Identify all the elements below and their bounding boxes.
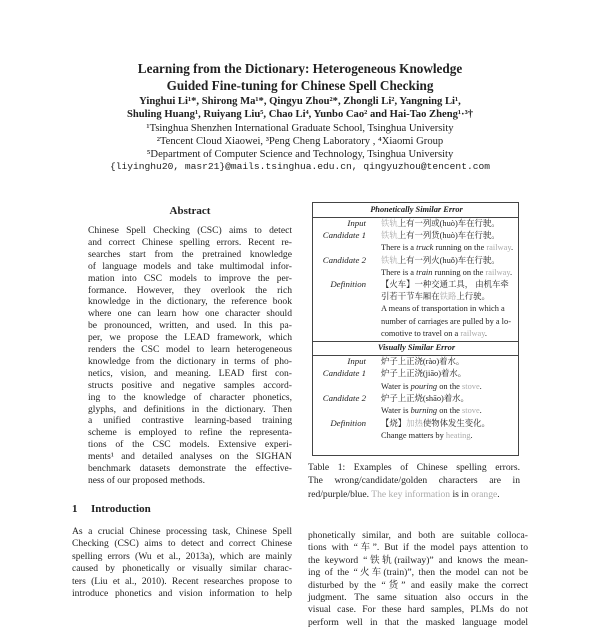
abstract-line: knowledge in the dictionary, the reference book bbox=[88, 296, 292, 308]
abstract-line: mation into CSC models to improve the per- bbox=[88, 272, 292, 284]
abstract-line: glyphs, and definitions in the dictionary. Then bbox=[88, 403, 292, 415]
table-row-label: Input bbox=[347, 356, 366, 366]
table-row-content bbox=[381, 382, 482, 391]
emails: {liyinghu20, masr21}@mails.tsinghua.edu.cn, qingyuzhou@tencent.com bbox=[110, 161, 490, 172]
table-row-content bbox=[381, 256, 500, 265]
table-divider bbox=[313, 341, 518, 342]
table-row-content bbox=[381, 280, 509, 289]
body-line: the keyword “铁轨(railway)” and knows the mean- bbox=[308, 554, 528, 566]
text-segment: . bbox=[497, 488, 500, 500]
table-divider bbox=[313, 355, 518, 356]
abstract-line: ments¹ and detailed analyses on the SIGHAN bbox=[88, 451, 292, 463]
caption-line bbox=[308, 490, 500, 501]
text-segment: burning bbox=[410, 406, 438, 416]
text-segment: stove bbox=[461, 381, 480, 391]
table-row-label: Candidate 1 bbox=[322, 230, 366, 241]
paper-title-line-1: Learning from the Dictionary: Heterogeneous Knowledge bbox=[137, 61, 463, 76]
abstract-line: searches start from the pretrained knowledge bbox=[88, 248, 292, 260]
intro-line: As a crucial Chinese processing task, Chinese Spell bbox=[72, 526, 292, 537]
text-segment: 【火车】一种交通工具， 由机车牵 bbox=[381, 280, 509, 289]
text-segment: 铁轨 bbox=[381, 219, 398, 228]
text-segment: The key information bbox=[371, 488, 451, 500]
text-segment: 上有一列货(huò)车在行驶。 bbox=[397, 231, 500, 241]
text-segment: . bbox=[510, 267, 513, 277]
text-segment: comotive to travel on a bbox=[381, 328, 461, 338]
intro-line: Checking (CSC) aims to detect and correct Chinese bbox=[72, 538, 292, 550]
text-segment: is in bbox=[450, 488, 472, 500]
table-section-phonetic: Phonetically Similar Error bbox=[370, 205, 463, 214]
intro-line: introduce phonetics and vision information to help bbox=[72, 588, 292, 599]
table-row-content bbox=[381, 317, 511, 326]
intro-line: ters (Liu et al., 2010). Recent researches propose to bbox=[72, 575, 292, 587]
text-segment: railway bbox=[460, 328, 485, 338]
abstract-line: netics, vision, and meaning. LEAD first con- bbox=[88, 367, 292, 379]
text-segment: 加热 bbox=[406, 418, 423, 428]
table-row-label: Input bbox=[347, 218, 366, 228]
body-line: ing of the “火车(train)”, then the model can not be bbox=[308, 567, 528, 579]
affiliation-3: ⁵Department of Computer Science and Technology, Tsinghua University bbox=[146, 149, 454, 160]
text-segment: red/purple/blue. bbox=[308, 488, 372, 500]
table-row-content bbox=[381, 406, 482, 415]
table-row-label: Candidate 1 bbox=[322, 368, 366, 379]
table-row-content bbox=[381, 357, 464, 366]
table-row-content bbox=[381, 292, 490, 301]
text-segment: running on the bbox=[432, 267, 486, 277]
text-segment: . bbox=[510, 243, 514, 253]
text-segment: on the bbox=[437, 406, 462, 416]
intro-heading-number: 1 bbox=[72, 503, 78, 515]
paper-title-line-2: Guided Fine-tuning for Chinese Spell Checking bbox=[166, 78, 434, 93]
caption-line: The wrong/candidate/golden characters are in bbox=[308, 475, 520, 487]
table-row-content bbox=[381, 304, 505, 313]
table-row-label: Definition bbox=[330, 279, 366, 289]
table-1 bbox=[312, 202, 519, 456]
text-segment: 炉子上正浇(rào)着水。 bbox=[381, 357, 465, 366]
text-segment: orange bbox=[471, 488, 498, 500]
abstract-line: and correct Chinese spelling errors. Recent re- bbox=[88, 236, 292, 248]
text-segment: 炉子上正浇(jiāo)着水。 bbox=[381, 369, 467, 379]
text-segment: There is a bbox=[381, 267, 417, 277]
intro-heading: Introduction bbox=[91, 503, 151, 515]
text-segment: 引若干节车厢在 bbox=[381, 292, 440, 302]
text-segment: . bbox=[479, 406, 482, 416]
text-segment: railway bbox=[486, 243, 511, 253]
caption-line: Table 1: Examples of Chinese spelling errors. bbox=[308, 462, 520, 473]
authors-line-1: Yinghui Li¹*, Shirong Ma¹*, Qingyu Zhou²*, Zhongli Li², Yangning Li¹, bbox=[139, 96, 461, 107]
text-segment: on the bbox=[437, 381, 462, 391]
body-line: tions with “车”. But if the model pays attention to bbox=[308, 542, 528, 554]
abstract-line: formance. However, they overlook the rich bbox=[88, 284, 292, 296]
abstract-line: knowledge from the dictionary in terms of pho- bbox=[88, 355, 292, 367]
text-segment: 使物体发生变化。 bbox=[422, 418, 490, 428]
text-segment: . bbox=[484, 328, 487, 338]
abstract-line: scheme is employed to refine the representa- bbox=[88, 427, 292, 439]
text-segment: 铁路 bbox=[439, 292, 457, 302]
text-segment: pouring bbox=[410, 381, 438, 391]
text-segment: Water is bbox=[381, 381, 411, 391]
text-segment: 上有一列或(huò)车在行驶。 bbox=[397, 219, 500, 228]
table-row-label: Candidate 2 bbox=[322, 392, 366, 403]
text-segment: 上有一列火(huǒ)车在行驶。 bbox=[397, 255, 500, 265]
abstract-line: benchmark datasets demonstrate the effective- bbox=[88, 463, 292, 474]
abstract-line: where one can learn how one character should bbox=[88, 308, 292, 320]
abstract-line: structs positive and negative samples accord- bbox=[88, 379, 292, 391]
abstract-line: tions of the CSC models. Extensive experi- bbox=[88, 439, 292, 451]
body-line: disturbed by the “货” and easily make the correct bbox=[308, 579, 528, 591]
text-segment: . bbox=[479, 381, 482, 391]
table-row-content bbox=[381, 231, 500, 240]
table-row-content bbox=[381, 431, 473, 440]
table-row-content bbox=[381, 219, 500, 228]
table-row-content bbox=[381, 394, 469, 403]
table-section-visual: Visually Similar Error bbox=[377, 343, 456, 352]
text-segment: . bbox=[470, 430, 473, 440]
text-segment: 【烧】 bbox=[381, 418, 407, 428]
abstract-line: a unified contrastive learning-based training bbox=[88, 415, 292, 427]
text-segment: A means of transportation in which a bbox=[381, 304, 505, 314]
body-line: phonetically similar, and both are suitable colloca- bbox=[308, 530, 528, 541]
text-segment: 炉子上正烧(shāo)着水。 bbox=[381, 393, 469, 403]
text-segment: 上行驶。 bbox=[456, 292, 490, 302]
intro-line: spelling errors (Wu et al., 2013a), which are mainly bbox=[72, 550, 292, 562]
abstract-line: ing to the knowledge of character phonetics, bbox=[88, 391, 292, 403]
text-segment: heating bbox=[445, 430, 471, 440]
text-segment: There is a bbox=[381, 243, 417, 253]
affiliation-1: ¹Tsinghua Shenzhen International Graduate School, Tsinghua University bbox=[146, 123, 454, 134]
table-row-content bbox=[381, 329, 487, 338]
authors-line-2: Shuling Huang¹, Ruiyang Liu⁵, Chao Li⁴, Yunbo Cao² and Hai-Tao Zheng¹·³† bbox=[126, 109, 474, 120]
text-segment: 铁轨 bbox=[381, 231, 398, 241]
table-row-content bbox=[381, 419, 490, 428]
abstract-line: of language models and take multimodal infor- bbox=[88, 260, 292, 272]
abstract-line: ness of our proposed methods. bbox=[88, 474, 205, 486]
table-row-content bbox=[381, 369, 466, 378]
table-row-label: Definition bbox=[330, 417, 366, 428]
text-segment: running on the bbox=[433, 243, 487, 253]
text-segment: train bbox=[416, 267, 433, 277]
abstract-line: Chinese Spell Checking (CSC) aims to detect bbox=[88, 225, 292, 236]
abstract-heading: Abstract bbox=[169, 205, 211, 217]
table-row-content bbox=[381, 268, 512, 277]
text-segment: Change matters by bbox=[381, 430, 446, 440]
abstract-line: per, we propose the LEAD framework, which bbox=[88, 332, 292, 344]
body-line: perform well in that the masked language model bbox=[308, 616, 528, 628]
abstract-line: be pronounced, written, and used. In this pa- bbox=[88, 320, 292, 332]
text-segment: stove bbox=[461, 406, 480, 416]
body-line: visual case. For these hard samples, PLMs do not bbox=[308, 604, 528, 616]
text-segment: number of carriages are pulled by a lo- bbox=[381, 316, 511, 326]
table-divider bbox=[313, 217, 518, 218]
table-row-label: Candidate 2 bbox=[322, 254, 366, 265]
table-row-content bbox=[381, 243, 513, 252]
intro-line: caused by phonetically or visually similar charac- bbox=[72, 563, 292, 575]
abstract-line: renders the CSC model to learn heterogeneous bbox=[88, 344, 292, 355]
text-segment: Water is bbox=[381, 406, 411, 416]
text-segment: railway bbox=[485, 267, 511, 277]
text-segment: truck bbox=[416, 243, 434, 253]
affiliation-2: ²Tencent Cloud Xiaowei, ³Peng Cheng Laboratory , ⁴Xiaomi Group bbox=[156, 136, 444, 147]
text-segment: 铁轨 bbox=[381, 255, 398, 265]
body-line: judgment. The same situation also occurs in the bbox=[308, 592, 528, 603]
